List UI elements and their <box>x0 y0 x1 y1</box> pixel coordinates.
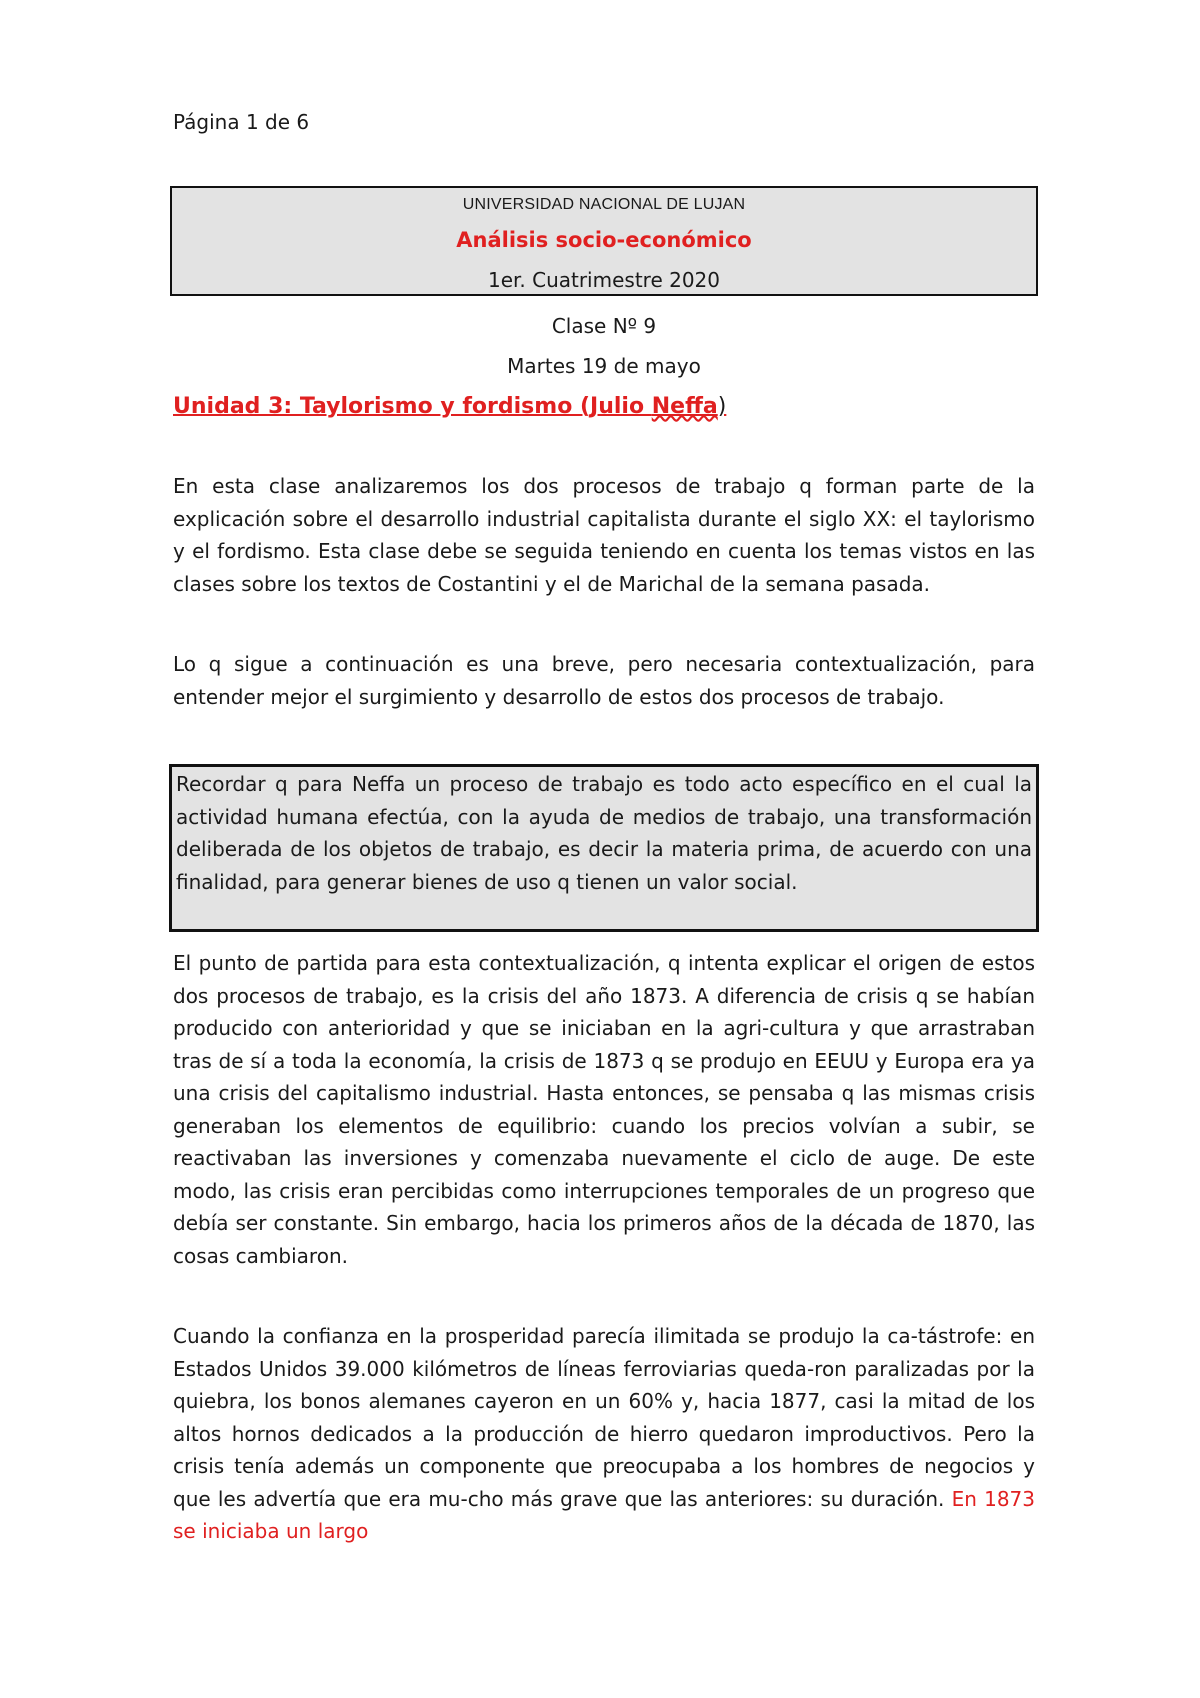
intro-paragraph: En esta clase analizaremos los dos procesos de trabajo q forman parte de la explicación sobre el desarrollo industrial capitalista durante el siglo XX: el taylorismo y el fordismo. Esta clase debe se seguida teniendo en cuenta los temas vistos en las clases sobre los textos de Costantini y el de Marichal de la semana pasada. <box>173 474 1035 596</box>
definition-note-box <box>169 764 1039 932</box>
catastrophe-paragraph <box>173 1320 1035 1548</box>
catastrophe-highlight: En 1873 se iniciaba un largo <box>173 1486 1035 1543</box>
context-paragraph: Lo q sigue a continuación es una breve, pero necesaria contextualización, para entender mejor el surgimiento y desarrollo de estos dos procesos de trabajo. <box>173 652 1035 709</box>
catastrophe-text: Cuando la confianza en la prosperidad parecía ilimitada se produjo la ca-tástrofe: en Estados Unidos 39.000 kilómetros de líneas ferroviarias queda-ron paralizadas por la quiebra, los bonos alemanes cayeron en un 60% y, hacia 1877, casi la mitad de los altos hornos dedicados a la producción de hierro quedaron improductivos. Pero la crisis tenía además un componente que preocupaba a los hombres de negocios y que les advertía que era mu-cho más grave que las anteriores: su duración. <box>173 1324 1035 1511</box>
unit-author: Neffa <box>651 394 718 419</box>
class-date: Martes 19 de mayo <box>507 354 701 378</box>
course-header-box <box>170 186 1038 296</box>
course-term: 1er. Cuatrimestre 2020 <box>487 268 721 292</box>
page-indicator: Página 1 de 6 <box>173 110 310 134</box>
unit-title-close: ) <box>717 394 727 419</box>
crisis-paragraph: El punto de partida para esta contextualización, q intenta explicar el origen de estos dos procesos de trabajo, es la crisis del año 1873. A diferencia de crisis q se habían producido con anterioridad y que se iniciaban en la agri-cultura y que arrastraban tras de sí a toda la economía, la crisis de 1873 q se produjo en EEUU y Europa era ya una crisis del capitalismo industrial. Hasta entonces, se pensaba q las mismas crisis generaban los elementos de equilibrio: cuando los precios volvían a subir, se reactivaban las inversiones y comenzaba nuevamente el ciclo de auge. De este modo, las crisis eran percibidas como interrupciones temporales de un progreso que debía ser constante. Sin embargo, hacia los primeros años de la década de 1870, las cosas cambiaron. <box>173 951 1035 1268</box>
unit-title <box>173 394 726 419</box>
class-number: Clase Nº 9 <box>551 314 657 338</box>
university-name: UNIVERSIDAD NACIONAL DE LUJAN <box>462 196 746 213</box>
unit-title-text: Unidad 3: Taylorismo y fordismo (Julio <box>173 394 652 419</box>
course-title: Análisis socio-económico <box>456 228 752 252</box>
definition-note: Recordar q para Neffa un proceso de trabajo es todo acto específico en el cual la actividad humana efectúa, con la ayuda de medios de trabajo, una transformación deliberada de los objetos de trabajo, es decir la materia prima, de acuerdo con una finalidad, para generar bienes de uso q tienen un valor social. <box>176 772 1032 894</box>
